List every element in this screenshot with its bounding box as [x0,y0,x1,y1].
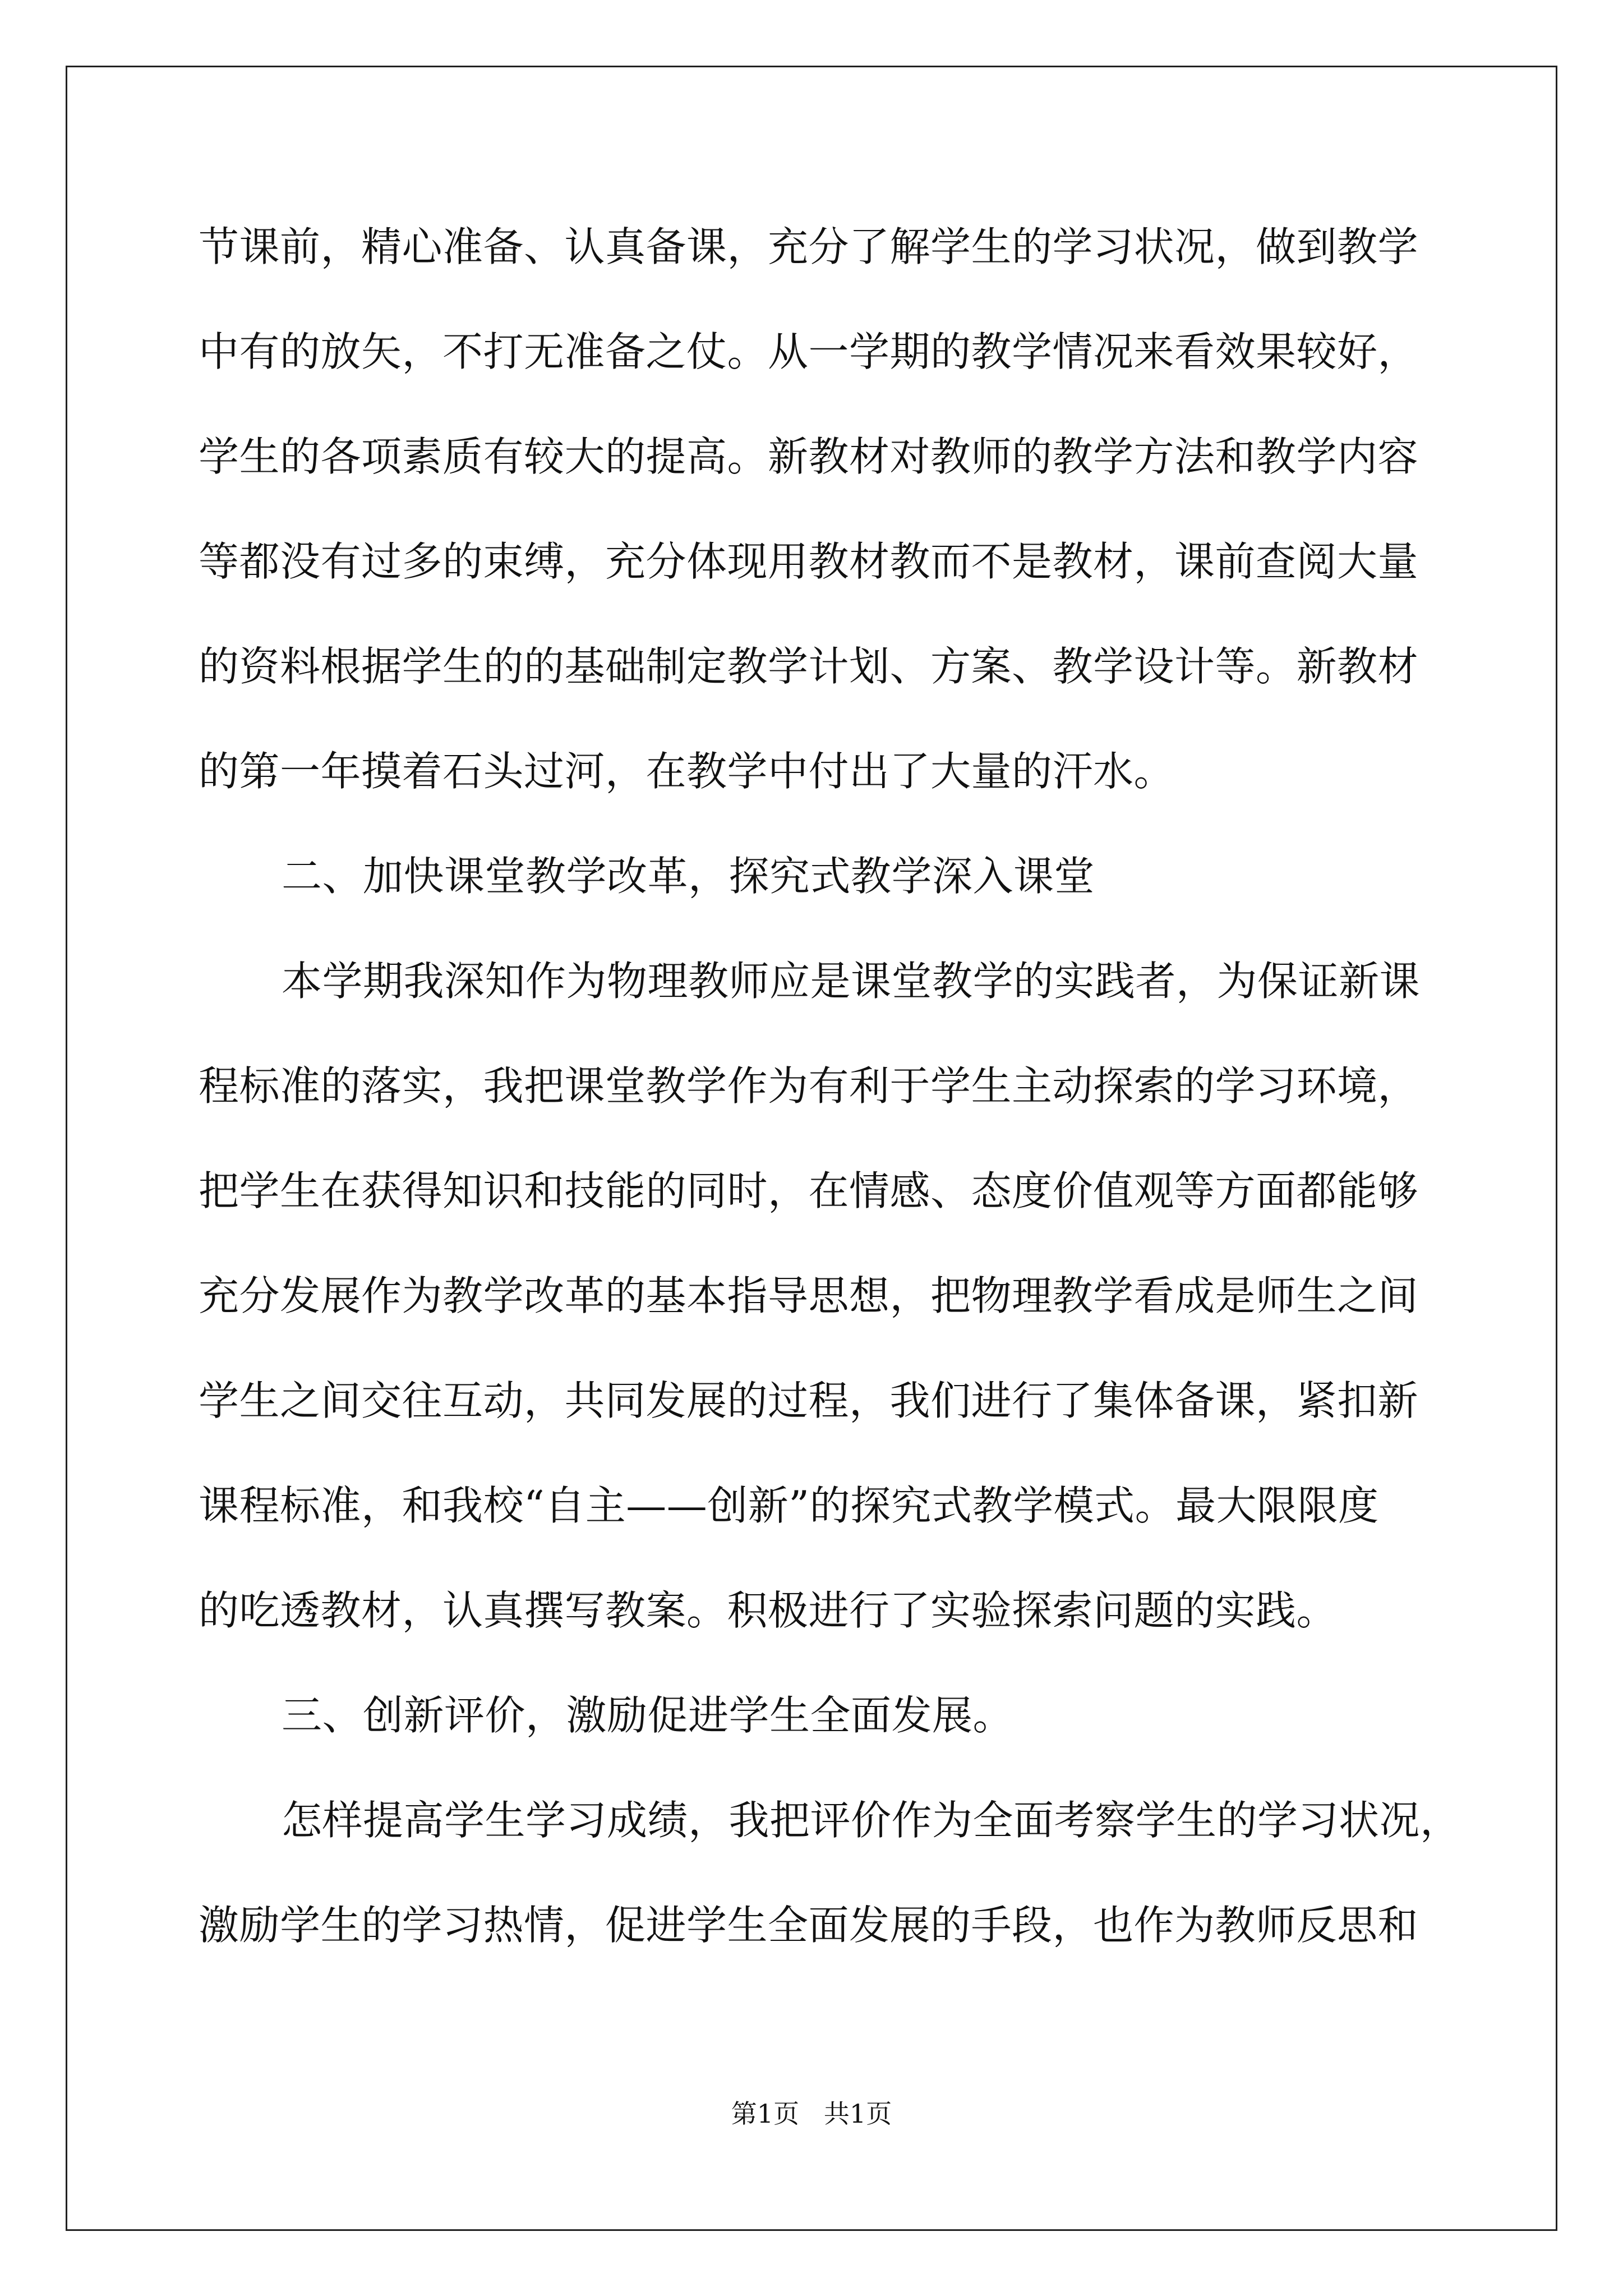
text-line: 激励学生的学习热情，促进学生全面发展的手段，也作为教师反思和 [199,1902,1419,1949]
document-body [199,213,1461,1996]
paragraph-start: 本学期我深知作为物理教师应是课堂教学的实践者，为保证新课 [282,958,1421,1005]
section-heading: 三、创新评价，激励促进学生全面发展。 [282,1692,1014,1739]
text-line: 的吃透教材，认真撰写教案。积极进行了实验探索问题的实践。 [199,1587,1338,1634]
paragraph-start: 怎样提高学生学习成绩，我把评价作为全面考察学生的学习状况， [282,1797,1461,1844]
text-line: 等都没有过多的束缚，充分体现用教材教而不是教材，课前查阅大量 [199,538,1419,585]
text-line: 课程标准，和我校“自主——创新”的探究式教学模式。最大限限度 [199,1482,1379,1529]
text-line: 把学生在获得知识和技能的同时，在情感、态度价值观等方面都能够 [199,1167,1419,1214]
text-line: 程标准的落实，我把课堂教学作为有利于学生主动探索的学习环境， [199,1062,1419,1110]
text-line: 学生的各项素质有较大的提高。新教材对教师的教学方法和教学内容 [199,433,1419,480]
text-line: 的第一年摸着石头过河，在教学中付出了大量的汗水。 [199,748,1175,795]
page-number: 第1页 共1页 [731,2099,892,2129]
text-line: 中有的放矢，不打无准备之仗。从一学期的教学情况来看效果较好， [199,328,1419,375]
text-line: 学生之间交往互动，共同发展的过程，我们进行了集体备课，紧扣新 [199,1377,1419,1424]
text-line: 节课前，精心准备、认真备课，充分了解学生的学习状况，做到教学 [199,223,1419,270]
text-line: 的资料根据学生的的基础制定教学计划、方案、教学设计等。新教材 [199,643,1419,690]
section-heading: 二、加快课堂教学改革，探究式教学深入课堂 [282,853,1095,900]
text-line: 充分发展作为教学改革的基本指导思想，把物理教学看成是师生之间 [199,1272,1419,1319]
